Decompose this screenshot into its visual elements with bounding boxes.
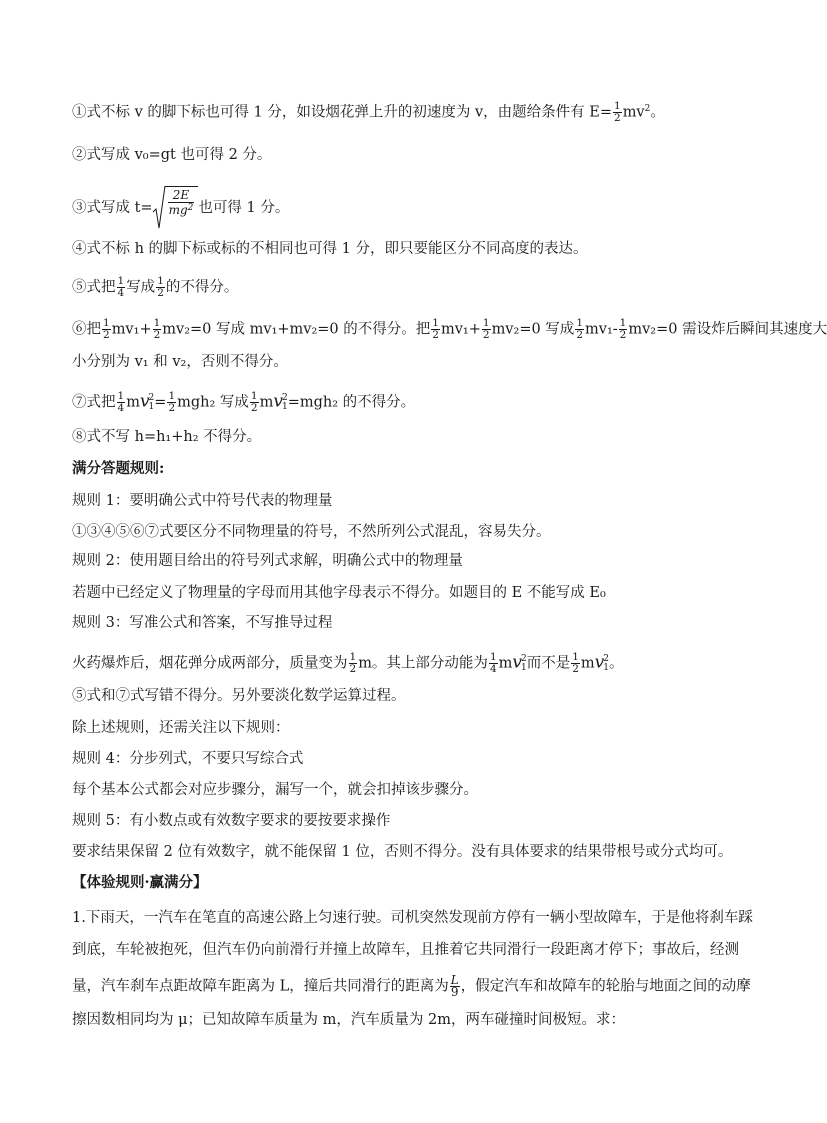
- rule-1-title: 规则 1：要明确公式中符号代表的物理量: [72, 493, 333, 509]
- rule-1-detail: ①③④⑤⑥⑦式要区分不同物理量的符号，不然所列公式混乱，容易失分。: [72, 524, 551, 540]
- rule-5-detail: 要求结果保留 2 位有效数字，就不能保留 1 位，否则不得分。没有具体要求的结果带根号或分式均可。: [72, 844, 733, 860]
- rule-5-title: 规则 5：有小数点或有效数字要求的要按要求操作: [72, 813, 391, 829]
- rule-3-note: ⑤式和⑦式写错不得分。另外要淡化数学运算过程。: [72, 688, 406, 704]
- question-1-line-4: 擦因数相同均为 μ；已知故障车质量为 m，汽车质量为 2m，两车碰撞时间极短。求：: [72, 1012, 625, 1028]
- question-1-line-3: 量，汽车刹车点距故障车距离为 L，撞后共同滑行的距离为 $\frac{L}{9}$ ，假定汽车和故障车的轮胎与地面之间的动摩: [72, 973, 751, 999]
- remark-4: ④式不标 h 的脚下标或标的不相同也可得 1 分，即只要能区分不同高度的表达。: [72, 241, 588, 257]
- rule-2-title: 规则 2：使用题目给出的符号列式求解，明确公式中的物理量: [72, 553, 463, 569]
- rule-4-title: 规则 4：分步列式，不要只写综合式: [72, 751, 304, 767]
- rule-3-detail: 火药爆炸后，烟花弹分成两部分，质量变为 $\frac{1}{2}$ m。其上部分动能为 $\frac{1}{4}$ m𝑣 2 1 而不是 $\frac{1}{2}$ m𝑣 2 1 。: [72, 651, 624, 675]
- remark-7: ⑦式把 $\frac{1}{4}$ m𝑣 2 1 = $\frac{1}{2}$ mgh₂ 写成 $\frac{1}{2}$ m𝑣 2 1 =mgh₂ 的不得分。: [72, 390, 416, 414]
- remark-6-cont: 小分别为 v₁ 和 v₂，否则不得分。: [72, 354, 288, 370]
- remark-2: ②式写成 v₀=gt 也可得 2 分。: [72, 147, 272, 163]
- remark-1: ①式不标 v 的脚下标也可得 1 分，如设烟花弹上升的初速度为 v，由题给条件有 E= $\frac{1}{2}$ $mv^2$。: [72, 100, 665, 124]
- remark-6: ⑥把 $\frac{1}{2}$ mv₁+ $\frac{1}{2}$ mv₂=0 写成 mv₁+mv₂=0 的不得分。把 $\frac{1}{2}$ mv₁+ $\frac{1}{2}$ mv₂=0 写成 $\frac{1}{2}$ mv₁- $\frac{1}{2}$ mv₂=0 需设炸后瞬间其速度大: [72, 317, 827, 341]
- heading-full-score-rules: 满分答题规则:: [72, 460, 165, 477]
- rule-2-detail: 若题中已经定义了物理量的字母而用其他字母表示不得分。如题目的 E 不能写成 E₀: [72, 585, 606, 601]
- heading-practice: 【体验规则·赢满分】: [72, 874, 208, 891]
- fraction: $\frac{1}{2}$: [614, 100, 621, 124]
- remark-3: ③式写成 t= $\frac{2E}{mg^2}$ 也可得 1 分。: [72, 186, 289, 230]
- rule-4-detail: 每个基本公式都会对应步骤分，漏写一个，就会扣掉该步骤分。: [72, 782, 478, 798]
- question-1-line-1: 1.下雨天，一汽车在笔直的高速公路上匀速行驶。司机突然发现前方停有一辆小型故障车，于是他将刹车踩: [72, 910, 753, 926]
- sqrt-expression: $\frac{2E}{mg^2}$: [153, 186, 199, 230]
- text: ①式不标 v 的脚下标也可得 1 分，如设烟花弹上升的初速度为 v，由题给条件有 E=: [72, 104, 612, 121]
- remark-5: ⑤式把 $\frac{1}{4}$ 写成 $\frac{1}{2}$ 的不得分。: [72, 275, 239, 299]
- remark-8: ⑧式不写 h=h₁+h₂ 不得分。: [72, 429, 262, 445]
- question-1-line-2: 到底，车轮被抱死，但汽车仍向前滑行并撞上故障车，且推着它共同滑行一段距离才停下；事故后，经测: [72, 942, 739, 958]
- extra-rules-intro: 除上述规则，还需关注以下规则：: [72, 720, 290, 736]
- rule-3-title: 规则 3：写准公式和答案，不写推导过程: [72, 615, 333, 631]
